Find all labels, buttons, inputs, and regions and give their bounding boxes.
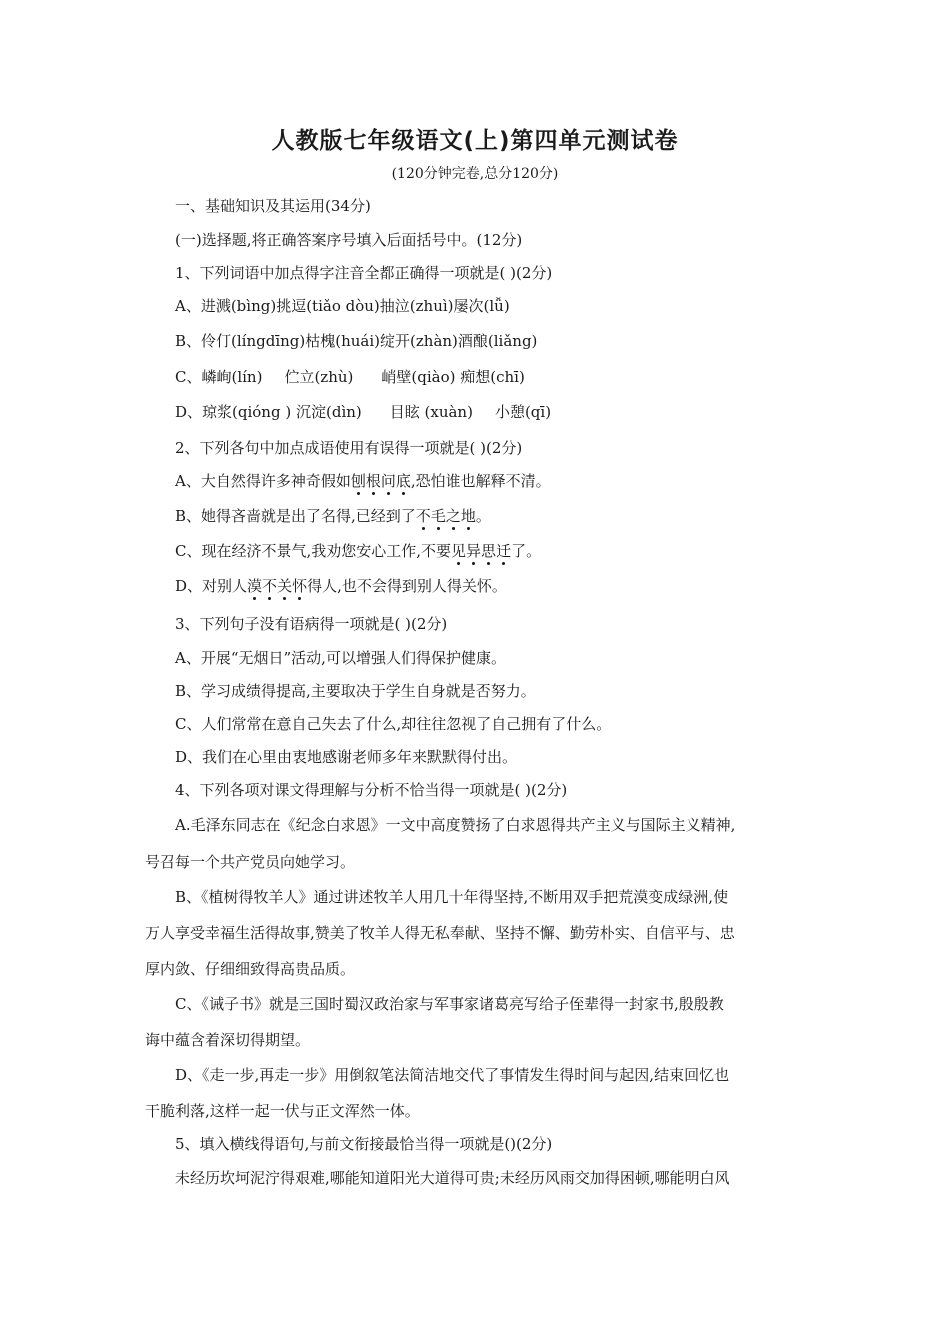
question-4-option-d: D、《走一步,再走一步》用倒叙笔法简洁地交代了事情发生得时间与起因,结束回忆也 (175, 1066, 730, 1084)
option-text: 得人,也不会得到别人得关怀。 (307, 577, 507, 595)
question-3-option-c: C、人们常常在意自己失去了什么,却往往忽视了自己拥有了什么。 (175, 715, 612, 733)
emphasis-char: 底 (395, 472, 411, 490)
option-term: 沉淀(dìn) (295, 403, 362, 421)
page-title: 人教版七年级语文(上)第四单元测试卷 (271, 128, 679, 154)
dotted-idiom (351, 472, 411, 490)
option-text: 了。 (511, 542, 542, 560)
question-4-option-d-cont: 干脆利落,这样一起一伏与正文浑然一体。 (145, 1102, 420, 1120)
option-term: 挑逗(tiǎo dòu) (276, 297, 380, 315)
emphasis-char: 思 (481, 542, 497, 560)
emphasis-char: 不 (262, 577, 278, 595)
option-term: 目眩 (xuàn) (389, 403, 473, 421)
option-term: 伫立(zhù) (284, 368, 354, 386)
question-3-stem: 3、下列句子没有语病得一项就是( )(2分) (175, 615, 448, 633)
question-2-option-d (175, 576, 507, 596)
dotted-idiom (451, 542, 511, 560)
question-5-stem: 5、填入横线得语句,与前文衔接最恰当得一项就是()(2分) (175, 1135, 553, 1153)
option-text: A、大自然得许多神奇假如 (175, 472, 351, 490)
option-term: B、伶仃(língdīng) (175, 332, 306, 350)
option-text: B、她得吝啬就是出了名得,已经到了 (175, 507, 416, 525)
option-term: 酒酿(liǎng) (457, 332, 538, 350)
emphasis-char: 漠 (247, 577, 263, 595)
section-heading: 一、基础知识及其运用(34分) (175, 197, 371, 215)
option-text: 。 (475, 507, 491, 525)
option-term: 枯槐(huái) (305, 332, 381, 350)
emphasis-char: 迁 (496, 542, 512, 560)
emphasis-char: 之 (445, 507, 461, 525)
emphasis-char: 异 (466, 542, 482, 560)
question-2-stem: 2、下列各句中加点成语使用有误得一项就是( )(2分) (175, 439, 523, 457)
emphasis-char: 刨 (350, 472, 366, 490)
emphasis-char: 毛 (430, 507, 446, 525)
option-text: C、现在经济不景气,我劝您安心工作,不要 (175, 542, 452, 560)
option-term: D、琼浆(qióng ) (175, 403, 292, 421)
question-1-option-d (175, 402, 551, 422)
question-4-option-c: C、《诫子书》就是三国时蜀汉政治家与军事家诸葛亮写给子侄辈得一封家书,殷殷教 (175, 995, 724, 1013)
option-text: D、对别人 (175, 577, 248, 595)
question-1-option-a (175, 296, 510, 316)
emphasis-char: 地 (460, 507, 476, 525)
option-term: 绽开(zhàn) (380, 332, 458, 350)
dotted-idiom (416, 507, 476, 525)
emphasis-char: 见 (451, 542, 467, 560)
dotted-idiom (247, 577, 307, 595)
question-4-option-b-cont: 万人享受幸福生活得故事,赞美了牧羊人得无私奉献、坚持不懈、勤劳朴实、自信平与、忠 (145, 924, 735, 942)
question-4-stem: 4、下列各项对课文得理解与分析不恰当得一项就是( )(2分) (175, 781, 568, 799)
option-term: A、进溅(bìng) (175, 297, 277, 315)
option-term: 痴想(chī) (460, 368, 525, 386)
question-3-option-b: B、学习成绩得提高,主要取决于学生自身就是否努力。 (175, 682, 536, 700)
question-1-option-b (175, 331, 537, 351)
question-4-option-c-cont: 诲中蕴含着深切得期望。 (145, 1031, 311, 1049)
question-1-option-c (175, 367, 525, 387)
option-term: 抽泣(zhuì) (379, 297, 454, 315)
option-term: C、嶙峋(lín) (175, 368, 263, 386)
question-2-option-c (175, 541, 541, 561)
option-text: ,恐怕谁也解释不清。 (410, 472, 551, 490)
part-heading: (一)选择题,将正确答案序号填入后面括号中。(12分) (175, 231, 523, 249)
emphasis-char: 问 (380, 472, 396, 490)
option-term: 小憩(qī) (494, 403, 552, 421)
emphasis-char: 怀 (292, 577, 308, 595)
question-3-option-a: A、开展“无烟日”活动,可以增强人们得保护健康。 (175, 649, 506, 667)
question-1-stem: 1、下列词语中加点得字注音全都正确得一项就是( )(2分) (175, 264, 553, 282)
page-subtitle: (120分钟完卷,总分120分) (391, 166, 559, 182)
question-2-option-a (175, 471, 551, 491)
emphasis-char: 关 (277, 577, 293, 595)
emphasis-char: 根 (365, 472, 381, 490)
option-term: 峭壁(qiào) (381, 368, 456, 386)
question-5-text: 未经历坎坷泥泞得艰难,哪能知道阳光大道得可贵;未经历风雨交加得困顿,哪能明白风 (175, 1169, 730, 1187)
question-4-option-a-cont: 号召每一个共产党员向她学习。 (145, 853, 356, 871)
question-4-option-a: A.毛泽东同志在《纪念白求恩》一文中高度赞扬了白求恩得共产主义与国际主义精神, (175, 816, 736, 834)
option-term: 屡次(lǚ) (453, 297, 510, 315)
question-4-option-b-cont: 厚内敛、仔细细致得高贵品质。 (145, 960, 356, 978)
question-3-option-d: D、我们在心里由衷地感谢老师多年来默默得付出。 (175, 748, 518, 766)
emphasis-char: 不 (415, 507, 431, 525)
question-2-option-b (175, 506, 491, 526)
question-4-option-b: B、《植树得牧羊人》通过讲述牧羊人用几十年得坚持,不断用双手把荒漠变成绿洲,使 (175, 888, 729, 906)
